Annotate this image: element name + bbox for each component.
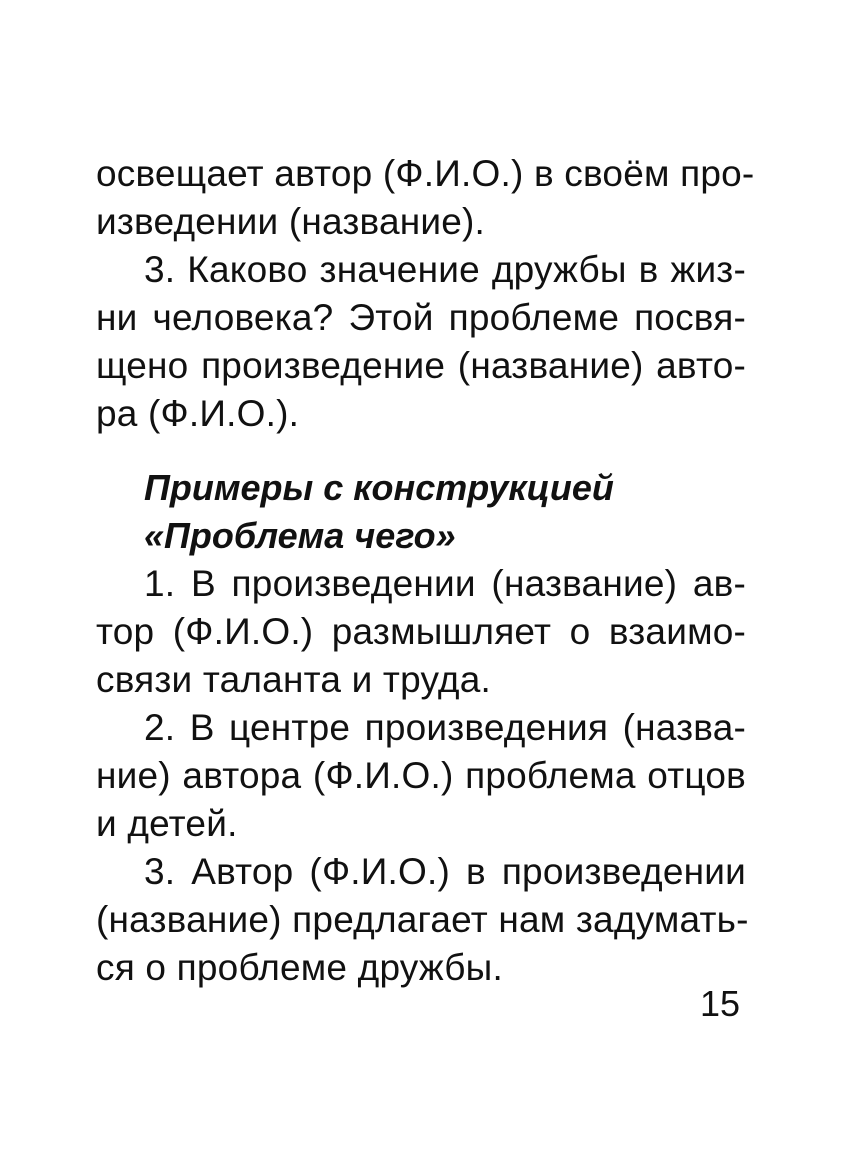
- text-line: ни человека? Этой проблеме посвя-: [96, 297, 746, 338]
- text-line: изведении (название).: [96, 201, 486, 242]
- text-line: 1. В произведении (название) ав-: [144, 563, 746, 604]
- list-item: [96, 246, 746, 438]
- text-line: освещает автор (Ф.И.О.) в своём про-: [96, 153, 755, 194]
- text-line: 3. Автор (Ф.И.О.) в произведении: [144, 851, 746, 892]
- text-line: ра (Ф.И.О.).: [96, 393, 300, 434]
- text-line: связи таланта и труда.: [96, 659, 491, 700]
- list-item: [96, 704, 746, 848]
- paragraph-continuation: [96, 150, 755, 246]
- section-heading: [96, 464, 746, 560]
- text-line: 2. В центре произведения (назва-: [144, 707, 746, 748]
- text-line: ся о проблеме дружбы.: [96, 947, 503, 988]
- text-line: (название) предлагает нам задумать-: [96, 899, 749, 940]
- heading-line: «Проблема чего»: [144, 515, 456, 556]
- page-number: 15: [699, 983, 740, 1024]
- list-item: [96, 560, 746, 704]
- text-line: щено произведение (название) авто-: [96, 345, 746, 386]
- heading-line: Примеры с конструкцией: [144, 467, 614, 508]
- list-item: [96, 848, 749, 992]
- page-body: [96, 150, 755, 992]
- text-line: и детей.: [96, 803, 238, 844]
- text-line: ние) автора (Ф.И.О.) проблема отцов: [96, 755, 746, 796]
- section-gap: [96, 438, 746, 464]
- text-line: тор (Ф.И.О.) размышляет о взаимо-: [96, 611, 746, 652]
- text-line: 3. Каково значение дружбы в жиз-: [144, 249, 746, 290]
